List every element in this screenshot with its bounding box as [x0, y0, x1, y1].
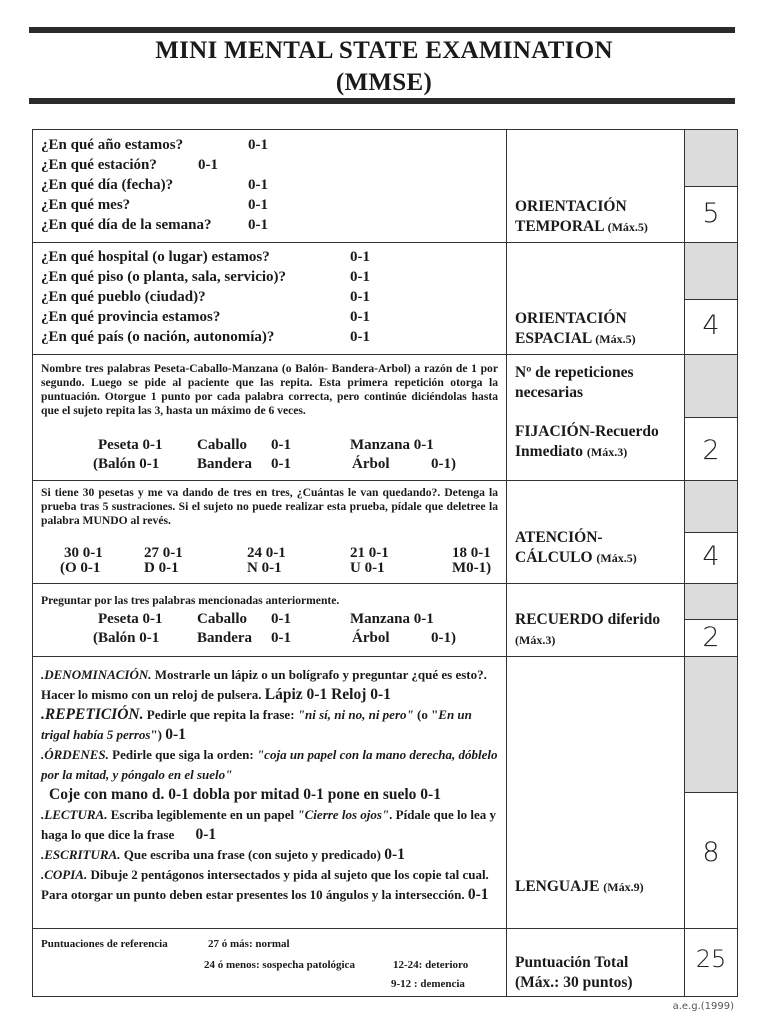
category-label: LENGUAJE (Máx.9) — [515, 878, 644, 895]
copia-text: Dibuje 2 pentágonos intersectados y pida al sujeto que los copie tal cual. Para otorgar un punto deben estar presentes los 10 ángulos y la intersección. — [41, 867, 489, 902]
category-label: ORIENTACIÓN TEMPORAL (Máx.5) — [515, 198, 648, 235]
escritura-score: 0-1 — [384, 846, 405, 863]
word-item: 0-1 — [271, 437, 291, 453]
word-item: Árbol — [352, 456, 390, 472]
word-item: (Balón 0-1 — [93, 630, 160, 646]
subtraction-item: 21 0-1 — [350, 545, 389, 561]
word-item: Caballo — [197, 611, 248, 627]
score-cell — [685, 481, 737, 583]
score-shade — [685, 355, 737, 418]
word-item: Manzana 0-1 — [350, 437, 434, 453]
reference-sospecha: 24 ó menos: sospecha patológica — [204, 959, 355, 971]
subtraction-item: 24 0-1 — [247, 545, 286, 561]
bottom-rule-thick — [29, 98, 735, 104]
denominacion-text: Mostrarle un lápiz o un bolígrafo y preguntar ¿qué es esto?. Hacer lo mismo con un reloj de pulsera. — [41, 667, 487, 702]
score-shade — [685, 243, 737, 300]
repeticion-alt-open: (o " — [416, 707, 439, 722]
question-score: 0-1 — [350, 269, 370, 285]
word-item: Caballo — [197, 437, 248, 453]
question-score: 0-1 — [350, 289, 370, 305]
repeticion-alt-close: ") — [150, 727, 162, 742]
ordenes-title: .ÓRDENES. — [41, 747, 109, 762]
question-score: 0-1 — [350, 249, 370, 265]
reference-normal: 27 ó más: normal — [208, 938, 290, 950]
question-score: 0-1 — [350, 329, 370, 345]
escritura-text: Que escriba una frase (con sujeto y predicado) — [123, 847, 381, 862]
repeticion-title: .REPETICIÓN. — [41, 706, 144, 723]
word-item: Peseta 0-1 — [98, 437, 163, 453]
language-instructions — [41, 665, 498, 905]
question-score: 0-1 — [248, 197, 268, 213]
total-score-value: 25 — [695, 945, 727, 973]
word-item: (Balón 0-1 — [93, 456, 160, 472]
score-value: 2 — [702, 435, 720, 466]
category-cell — [507, 355, 685, 480]
word-item: Bandera — [197, 630, 253, 646]
score-cell — [685, 355, 737, 480]
page-subtitle: (MMSE) — [335, 69, 433, 96]
category-label: ATENCIÓN- CÁLCULO (Máx.5) — [515, 529, 637, 566]
question-score: 0-1 — [248, 217, 268, 233]
repeticion-alt: En un trigal había 5 perros — [41, 707, 472, 742]
score-cell — [685, 584, 737, 656]
spelling-item: (O 0-1 — [60, 560, 101, 576]
score-cell — [685, 243, 737, 354]
section-fijacion — [33, 355, 737, 481]
mmse-form — [32, 129, 738, 997]
section-total — [33, 929, 737, 996]
score-shade — [685, 130, 737, 187]
credit-text: a.e.g.(1999) — [672, 1001, 734, 1012]
spelling-item: D 0-1 — [144, 560, 179, 576]
instructions-text: Si tiene 30 pesetas y me va dando de tres en tres, ¿Cuántas le van quedando?. Detenga la prueba tras 5 sustraciones. Si el sujeto no puede realizar esta prueba, pídale que deletree la palabra MUNDO al revés. — [41, 486, 498, 527]
copia-score: 0-1 — [467, 886, 489, 903]
word-item: 0-1 — [271, 456, 291, 472]
word-item: 0-1) — [431, 630, 456, 646]
escritura-title: .ESCRITURA. — [41, 847, 121, 862]
top-rule-thick — [29, 27, 735, 33]
score-value: 4 — [702, 541, 720, 572]
repeticion-text: Pedirle que repita la frase: — [146, 707, 295, 722]
lectura-text2: . Pídale que lo lea y haga lo que dice la frase — [41, 807, 497, 842]
reference-cell — [33, 929, 507, 996]
section-lenguaje — [33, 657, 737, 929]
question: ¿En qué hospital (o lugar) estamos? — [41, 249, 270, 265]
page-title: MINI MENTAL STATE EXAMINATION — [155, 37, 613, 64]
ordenes-text: Pedirle que siga la orden: — [112, 747, 254, 762]
section-recuerdo — [33, 584, 737, 657]
category-cell — [507, 481, 685, 583]
word-item: Árbol — [352, 630, 390, 646]
reference-demencia: 9-12 : demencia — [391, 978, 465, 990]
score-shade — [685, 584, 737, 620]
question-score: 0-1 — [198, 157, 218, 173]
denominacion-title: .DENOMINACIÓN. — [41, 667, 152, 682]
question: ¿En qué provincia estamos? — [41, 309, 221, 325]
instructions-text: Nombre tres palabras Peseta-Caballo-Manzana (o Balón- Bandera-Arbol) a razón de 1 por segundo. Luego se pide al paciente que las repita. Esta primera repetición otorga la puntuación. Otorgue 1 punto por cada palabra correcta, pero continúe diciéndolas hasta que el sujeto repita las 3, hasta un máximo de 6 veces. — [41, 362, 498, 417]
reference-deterioro: 12-24: deterioro — [393, 959, 469, 971]
word-item: Peseta 0-1 — [98, 611, 163, 627]
score-cell — [685, 130, 737, 242]
section-atencion — [33, 481, 737, 584]
word-item: 0-1 — [271, 630, 291, 646]
score-value: 5 — [702, 198, 720, 229]
instructions-text: Preguntar por las tres palabras mencionadas anteriormente. — [41, 594, 340, 607]
subtraction-item: 18 0-1 — [452, 545, 491, 561]
score-value: 4 — [702, 310, 720, 341]
repeticion-quote: "ni sí, ni no, ni pero" — [297, 707, 414, 722]
reference-label: Puntuaciones de referencia — [41, 938, 168, 950]
question: ¿En qué mes? — [41, 197, 131, 213]
category-cell — [507, 243, 685, 354]
section-orientacion-temporal — [33, 130, 737, 243]
lectura-text: Escriba legiblemente en un papel — [110, 807, 295, 822]
score-shade — [685, 481, 737, 533]
question: ¿En qué piso (o planta, sala, servicio)? — [41, 269, 287, 285]
lectura-quote: "Cierre los ojos" — [297, 807, 390, 822]
denominacion-score: Lápiz 0-1 Reloj 0-1 — [264, 686, 391, 703]
score-value: 2 — [702, 622, 720, 653]
question: ¿En qué día (fecha)? — [41, 177, 174, 193]
question: ¿En qué país (o nación, autonomía)? — [41, 329, 275, 345]
instructions-cell — [33, 584, 507, 656]
score-value: 8 — [702, 837, 720, 868]
spelling-item: U 0-1 — [350, 560, 385, 576]
word-item: 0-1) — [431, 456, 456, 472]
category-cell — [507, 657, 685, 928]
spelling-item: N 0-1 — [247, 560, 282, 576]
word-item: Manzana 0-1 — [350, 611, 434, 627]
category-label: RECUERDO diferido (Máx.3) — [515, 611, 661, 647]
word-item: 0-1 — [271, 611, 291, 627]
question-score: 0-1 — [248, 177, 268, 193]
category-cell — [507, 584, 685, 656]
instructions-cell — [33, 657, 507, 928]
lectura-score: 0-1 — [195, 826, 217, 843]
category-label: ORIENTACIÓN ESPACIAL (Máx.5) — [515, 310, 636, 347]
category-label: FIJACIÓN-Recuerdo Inmediato (Máx.3) — [515, 423, 659, 460]
spelling-item: M0-1) — [452, 560, 492, 576]
copia-title: .COPIA. — [41, 867, 88, 882]
subtraction-item: 27 0-1 — [144, 545, 183, 561]
word-item: Bandera — [197, 456, 253, 472]
repetitions-label: Nº de repeticiones necesarias — [515, 364, 634, 401]
questions-cell — [33, 130, 507, 242]
question: ¿En qué día de la semana? — [41, 217, 212, 233]
score-cell — [685, 657, 737, 928]
lectura-title: .LECTURA. — [41, 807, 108, 822]
category-cell — [507, 130, 685, 242]
category-cell — [507, 929, 685, 996]
question-score: 0-1 — [350, 309, 370, 325]
ordenes-score: Coje con mano d. 0-1 dobla por mitad 0-1 pone en suelo 0-1 — [49, 786, 441, 803]
question: ¿En qué año estamos? — [41, 137, 184, 153]
ordenes-quote: "coja un papel con la mano derecha, dóblelo por la mitad, y póngalo en el suelo" — [41, 747, 498, 782]
instructions-cell — [33, 481, 507, 583]
subtraction-item: 30 0-1 — [64, 545, 103, 561]
instructions-cell — [33, 355, 507, 480]
question-score: 0-1 — [248, 137, 268, 153]
repeticion-score: 0-1 — [165, 726, 186, 743]
total-label: Puntuación Total (Máx.: 30 puntos) — [515, 954, 633, 991]
questions-cell — [33, 243, 507, 354]
section-orientacion-espacial — [33, 243, 737, 355]
score-cell — [685, 929, 737, 996]
question: ¿En qué pueblo (ciudad)? — [41, 289, 206, 305]
question: ¿En qué estación? — [41, 157, 157, 173]
score-shade — [685, 657, 737, 793]
